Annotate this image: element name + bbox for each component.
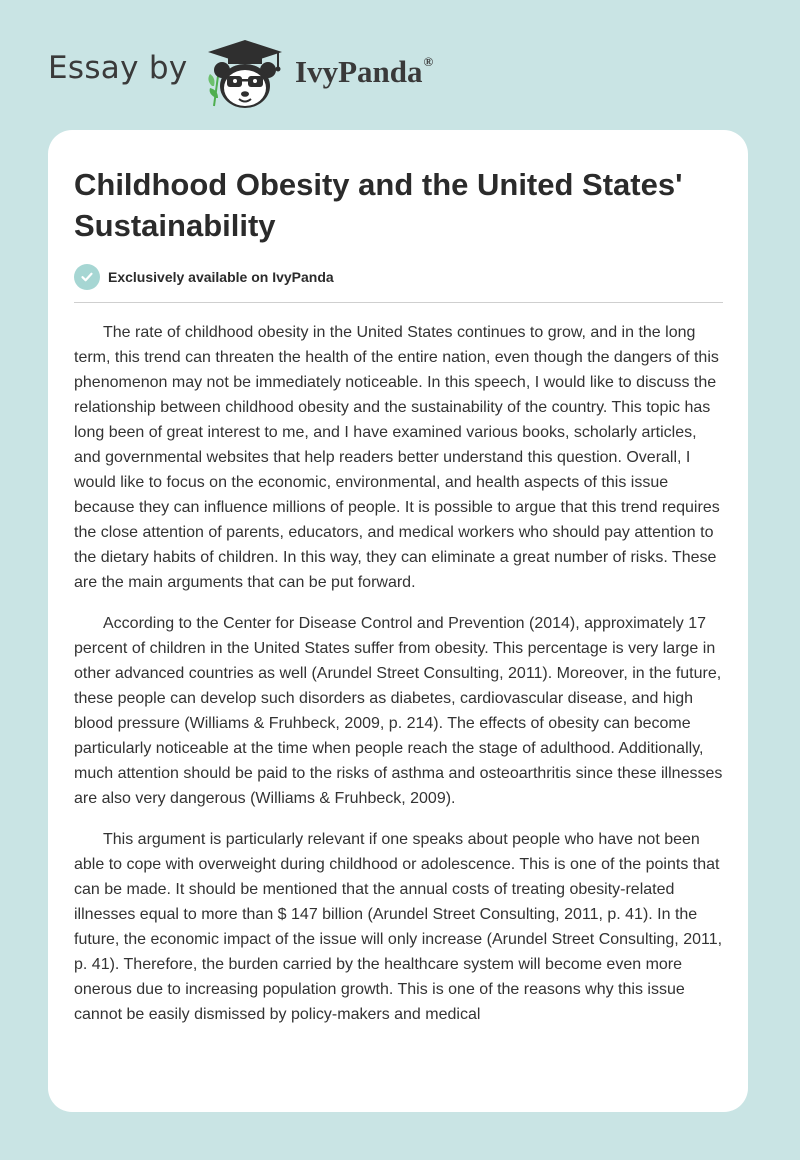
essay-by-label: Essay by	[48, 50, 188, 86]
brand-name[interactable]: IvyPanda®	[295, 54, 434, 89]
essay-card	[48, 130, 748, 1112]
exclusive-badge-label: Exclusively available on IvyPanda	[108, 269, 334, 285]
paragraph: This argument is particularly relevant if one speaks about people who have not been able to cope with overweight during childhood or adolescence. This is one of the points that can be made. It should be mentioned that the annual costs of treating obesity-related illnesses equal to more than $ 147 billion (Arundel Street Consulting, 2011, p. 41). In the future, the economic impact of the issue will only increase (Arundel Street Consulting, 2011, p. 41). Therefore, the burden carried by the healthcare system will become even more onerous due to increasing population growth. This is one of the reasons why this issue cannot be easily dismissed by policy-makers and medical	[74, 831, 723, 1023]
paragraph: The rate of childhood obesity in the United States continues to grow, and in the long term, this trend can threaten the health of the entire nation, even though the dangers of this phenomenon may not be immediately noticeable. In this speech, I would like to discuss the relationship between childhood obesity and the sustainability of the country. This topic has long been of great interest to me, and I have examined various books, scholarly articles, and governmental websites that help readers better understand this question. Overall, I would like to focus on the economic, environmental, and health aspects of this issue because they can influence millions of people. It is possible to argue that this trend requires the close attention of parents, educators, and medical workers who should pay attention to the dietary habits of children. In this way, they can eliminate a great number of risks. These are the main arguments that can be put forward.	[74, 324, 720, 591]
panda-logo-icon[interactable]	[200, 36, 290, 112]
site-header	[48, 34, 468, 110]
essay-body	[74, 320, 724, 1043]
essay-title: Childhood Obesity and the United States' Sustainability	[74, 167, 683, 243]
title-divider	[74, 302, 723, 303]
trademark-symbol: ®	[423, 54, 434, 69]
paragraph: According to the Center for Disease Control and Prevention (2014), approximately 17 percent of children in the United States suffer from obesity. This percentage is very large in other advanced countries as well (Arundel Street Consulting, 2011). Moreover, in the future, these people can develop such disorders as diabetes, cardiovascular disease, and high blood pressure (Williams & Fruhbeck, 2009, p. 214). The effects of obesity can become particularly noticeable at the time when people reach the stage of adulthood. Additionally, much attention should be paid to the risks of asthma and osteoarthritis since these illnesses are also very dangerous (Williams & Fruhbeck, 2009).	[74, 615, 723, 807]
checkmark-icon	[74, 264, 100, 290]
exclusive-badge	[74, 264, 334, 290]
